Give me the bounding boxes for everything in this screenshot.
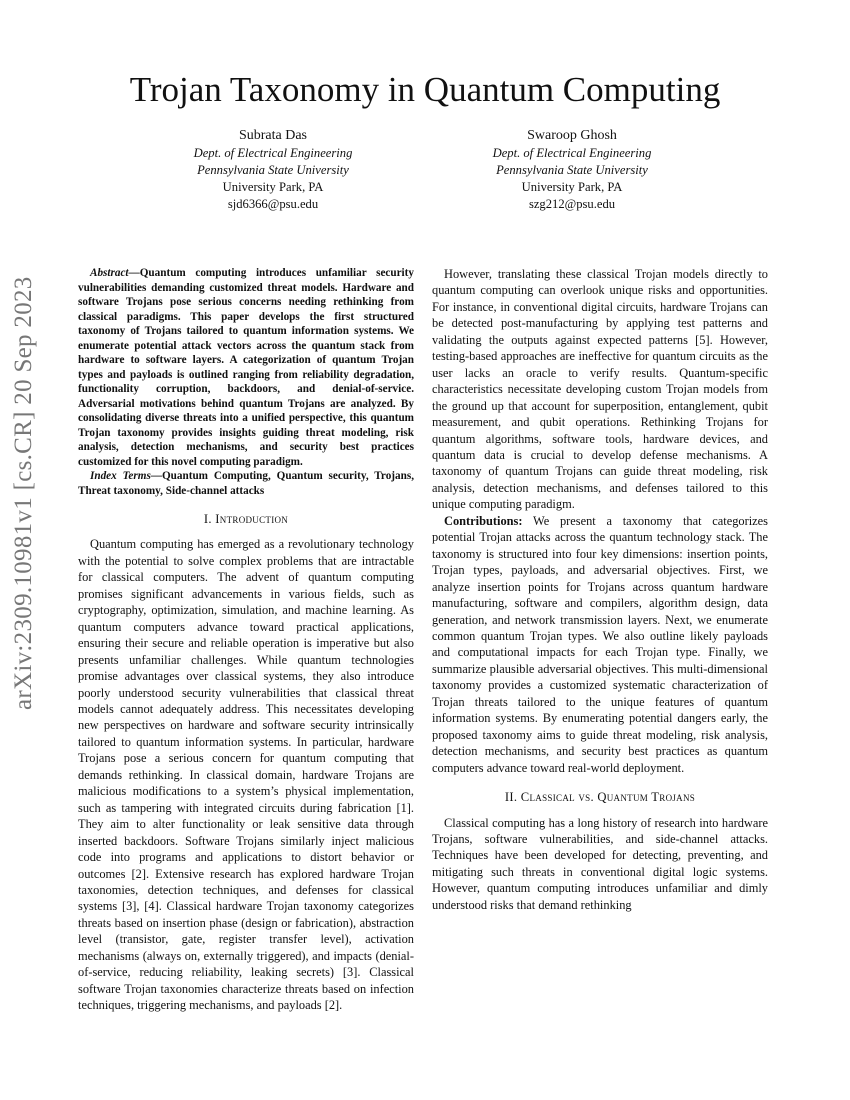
author-name: Swaroop Ghosh [527,128,617,143]
section-heading-introduction: I. Introduction [203,512,289,526]
intro-paragraph-2: However, translating these classical Trojan models directly to quantum computing can overlook unique risks and opportunities. For instance, in conventional digital circuits, hardware Trojans can be detected post-manufacturing by applying test patterns and validating the outputs against expected patterns [5]. However, testing-based approaches are ineffective for quantum circuits as the user lacks an oracle to verify results. Quantum-specific characteristics necessitate developing custom Trojan models from the ground up that account for superposition, entanglement, qubit measurement, and qubit operations. Rethinking Trojans for quantum algorithms, software tools, hardware devices, and quantum data is crucial to develop defense mechanisms. A taxonomy of quantum Trojans can guide threat modeling, risk analysis, detection mechanisms, and defenses tailored to this unique computing paradigm. [432,267,768,512]
author-block-1 [138,127,408,213]
left-column [78,266,414,1014]
author-location: University Park, PA [222,180,324,194]
contributions-text: We present a taxonomy that categorizes potential Trojan attacks across the quantum technology stack. The taxonomy is structured into four key dimensions: insertion points, Trojan types, payloads, and adversarial objectives. First, we analyze insertion points for Trojans across quantum hardware manufacturing, software and compilers, algorithm design, data generation, and network transmission layers. Next, we enumerate common quantum Trojan types. We also outline likely payloads and computational impacts for each Trojan type. Finally, we summarize plausible adversarial objectives. This multi-dimensional taxonomy provides a customized systematic characterization of Trojan threats tailored to the unique features of quantum information systems. By enumerating potential dangers early, the proposed taxonomy aims to guide threat modeling, risk analysis, detection mechanisms, and security best practices as quantum computers advance toward real-world deployment. [432,513,769,775]
index-terms: Index Terms—Quantum Computing, Quantum security, Trojans, Threat taxonomy, Side-channel attacks [78,470,414,497]
section-heading-classical-vs-quantum: II. Classical vs. Quantum Trojans [504,790,696,805]
author-block-2 [437,127,707,213]
author-university: Pennsylvania State University [496,163,648,177]
author-name: Subrata Das [238,128,308,143]
contributions-paragraph [432,513,768,776]
author-dept: Dept. of Electrical Engineering [492,146,652,160]
abstract-label: Abstract [90,267,129,279]
author-dept: Dept. of Electrical Engineering [193,146,353,160]
intro-paragraph-1: Quantum computing has emerged as a revolutionary technology with the potential to solve complex problems that are intractable for classical computers. The advent of quantum computing promises significant advancements in various fields, such as cryptography, optimization, simulation, and machine learning. As quantum computers advance toward practical applications, ensuring their secure and reliable operation is imperative but also presents unfamiliar challenges. While quantum technologies promise advantages over classical systems, they also introduce poorly understood security vulnerabilities that classical threat models cannot adequately address. This necessitates developing new perspectives on hardware and software security intrinsically tailored to quantum information systems. In particular, hardware Trojans pose a serious concern for quantum computing that demands rethinking. In classical domain, hardware Trojans are malicious modifications to a system’s physical implementation, such as tampering with integrated circuits during fabrication [1]. They aim to alter functionality or leak sensitive data through inserted backdoors. Software Trojans similarly inject malicious code into programs and applications to distort behavior or outcomes [2]. Extensive research has explored hardware Trojan taxonomies, detection techniques, and defenses for classical systems [3], [4]. Classical hardware Trojan taxonomy categorizes threats based on insertion phase (design or fabrication), abstraction level (transistor, gate, register transfer level), activation mechanisms (always on, externally triggered), and impacts (denial-of-service, reducing reliability, leaking secrets) [3]. Classical software Trojan taxonomies characterize threats based on infection techniques, triggering mechanisms, and payloads [2]. [78,537,414,1013]
author-university: Pennsylvania State University [197,163,349,177]
index-terms-label: Index Terms [90,470,151,482]
section2-paragraph-1: Classical computing has a long history of research into hardware Trojans, software vulnerabilities, and side-channel attacks. Techniques have been developed for detecting, preventing, and mitigating such threats in conventional digital logic systems. However, quantum computing introduces unfamiliar and dimly understood risks that demand rethinking [432,815,768,912]
index-terms-text: Quantum Computing, Quantum security, Trojans, Threat taxonomy, Side-channel attacks [78,470,414,497]
author-email: sjd6366@psu.edu [227,197,319,211]
right-column [432,266,768,913]
paper-title: Trojan Taxonomy in Quantum Computing [129,70,721,109]
arxiv-stamp [4,276,50,716]
arxiv-stamp-text: arXiv:2309.10981v1 [cs.CR] 20 Sep 2023 [10,276,37,710]
author-email: szg212@psu.edu [528,197,616,211]
abstract-text: Quantum computing introduces unfamiliar security vulnerabilities demanding customized threat models. Hardware and software Trojans pose serious concerns needing rethinking from classical paradigms. This paper develops the first structured taxonomy of Trojans tailored to quantum information systems. We enumerate potential attack vectors across the quantum stack from hardware to software layers. A categorization of quantum Trojan types and payloads is outlined ranging from reliability degradation, functionality corruption, backdoors, and denial-of-service. Adversarial motivations behind quantum Trojans are analyzed. By consolidating diverse threats into a unified perspective, this quantum Trojan taxonomy provides insights guiding threat modeling, risk analysis, detection mechanisms, and security best practices customized for this novel computing paradigm. [78,267,414,468]
abstract: Abstract—Quantum computing introduces unfamiliar security vulnerabilities demanding customized threat models. Hardware and software Trojans pose serious concerns needing rethinking from classical paradigms. This paper develops the first structured taxonomy of Trojans tailored to quantum information systems. We enumerate potential attack vectors across the quantum stack from hardware to software layers. A categorization of quantum Trojan types and payloads is outlined ranging from reliability degradation, functionality corruption, backdoors, and denial-of-service. Adversarial motivations behind quantum Trojans are analyzed. By consolidating diverse threats into a unified perspective, this quantum Trojan taxonomy provides insights guiding threat modeling, risk analysis, detection mechanisms, and security best practices customized for this novel computing paradigm. [78,267,414,468]
contributions-label: Contributions: [444,513,523,528]
author-location: University Park, PA [521,180,623,194]
